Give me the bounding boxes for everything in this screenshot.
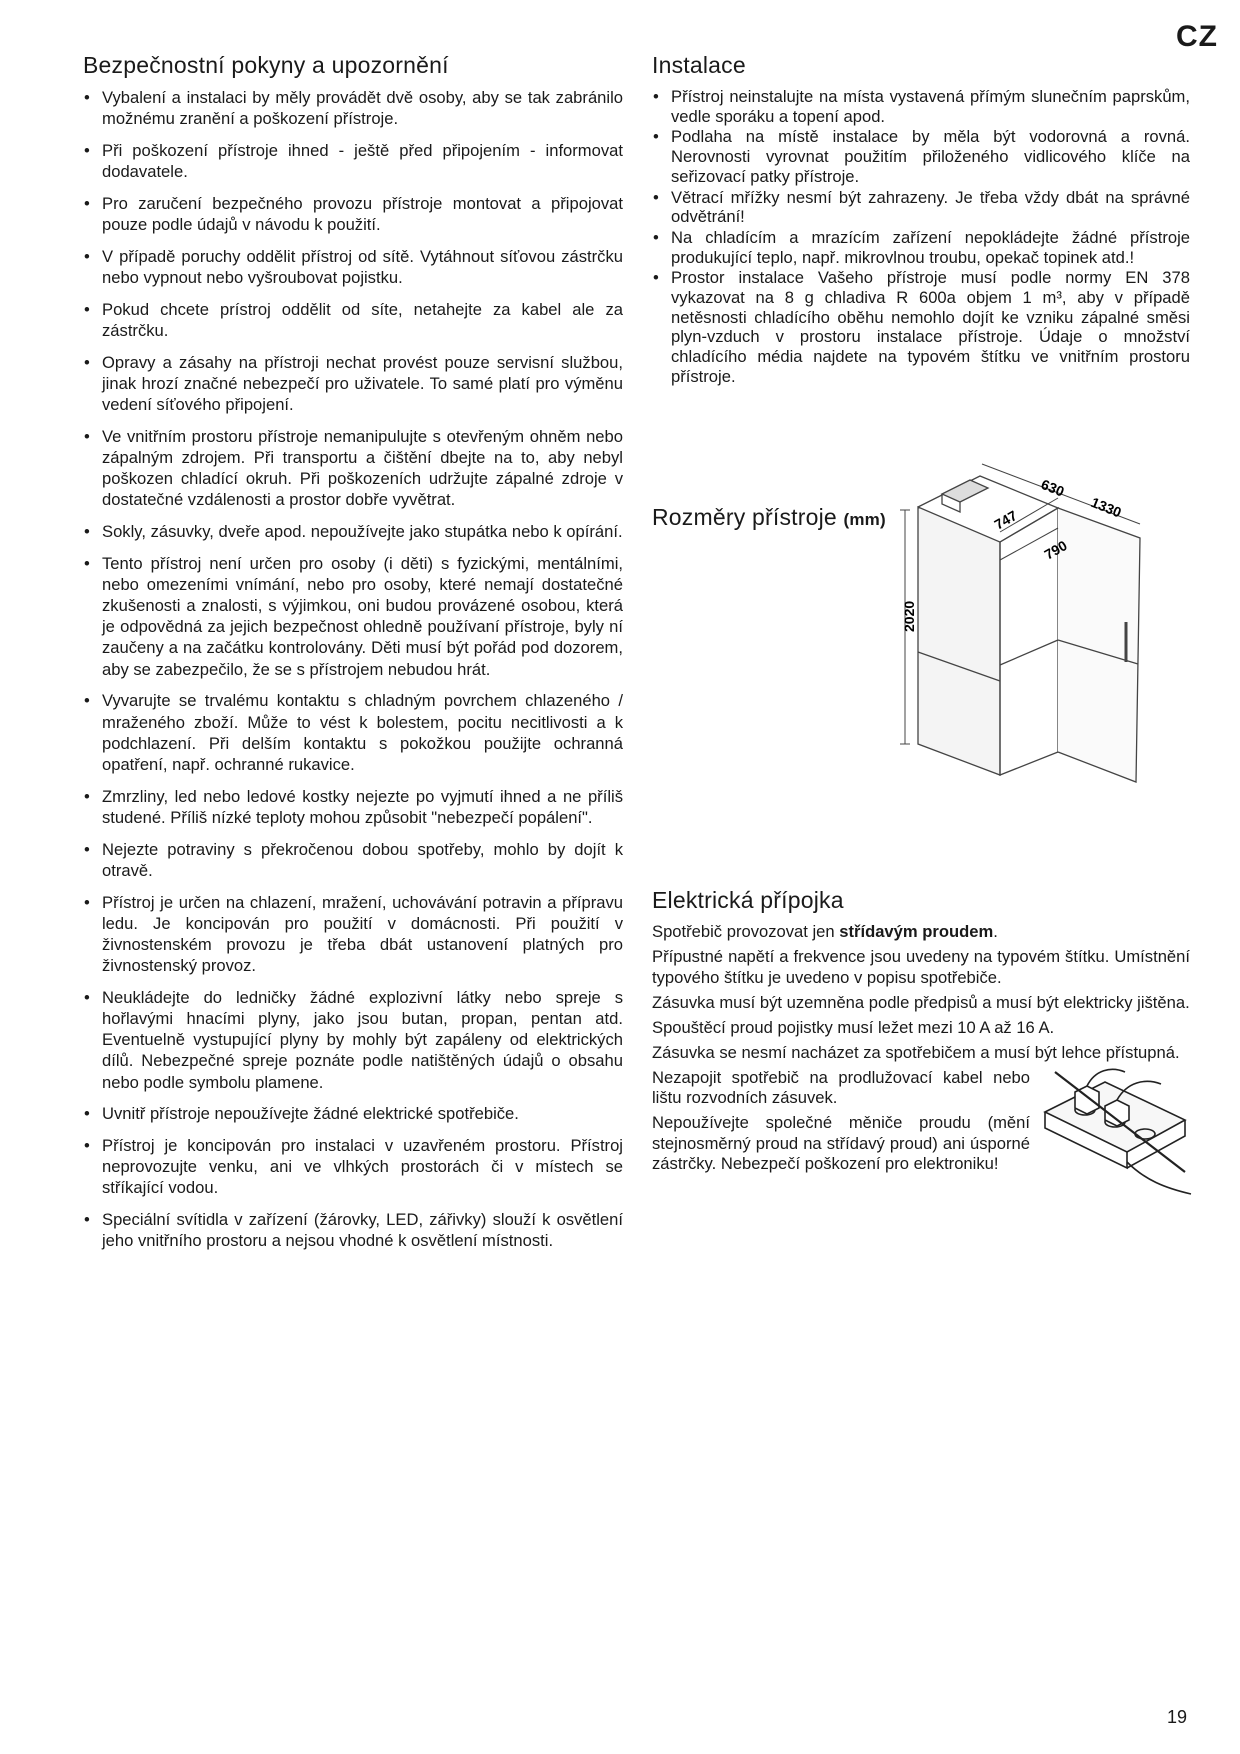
fridge-dimensions-diagram (890, 452, 1190, 792)
dim-747: 747 (991, 507, 1020, 533)
bold-text: střídavým proudem (839, 922, 994, 941)
list-item: • Přístroj je koncipován pro instalaci v uzavřeném prostoru. Přístroj neprovozujte venku, ani ve vlhkých prostorách či v místech se stříkající vodou. (83, 1135, 623, 1199)
list-item: • Tento přístroj není určen pro osoby (i děti) s fyzickými, mentálními, nebo omezeními vnímání, nebo pro osoby, které nemají dostatečné zkušenosti a znalosti, s výjimkou, oni budou provázené osobou, která je odpovědná za jejich bezpečnost ohledně používaní přístroje, byly ní zaučeny a na začátku kontrolovány. Děti musí být pořád pod dozorem, aby se zabezpečilo, že se s přístrojem nebudou hrát. (83, 553, 623, 680)
dimensions-title: Rozměry přístroje (652, 504, 837, 530)
electric-paragraph: Nezapojit spotřebič na prodlužovací kabel nebo lištu rozvodních zásuvek. (652, 1067, 1030, 1107)
language-code: CZ (1176, 20, 1218, 53)
electric-heading: Elektrická přípojka (652, 887, 844, 913)
dim-630: 630 (1038, 475, 1067, 500)
list-item: • Opravy a zásahy na přístroji nechat provést pouze servisní službou, jinak hrozí značné nebezpečí pro uživatele. To samé platí pro výměnu vedení síťového připojení. (83, 352, 623, 416)
list-item: • Na chladícím a mrazícím zařízení nepokládejte žádné přístroje produkující teplo, např. mikrovlnou troubu, opekač topinek atd.! (652, 228, 1190, 267)
dimensions-unit: (mm) (843, 510, 886, 529)
list-item: • Ve vnitřním prostoru přístroje nemanipulujte s otevřeným ohněm nebo zápalným zdrojem. Při transportu a čištění dbejte na to, aby nebyl poškozen chladící okruh. Při poškozeních udržujte zápalné zdroje v dostatečné vzdálenosti a prostor dobře vyvětrat. (83, 426, 623, 511)
list-item: • Větrací mřížky nesmí být zahrazeny. Je třeba vždy dbát na správné odvětrání! (652, 188, 1190, 227)
electric-paragraph: Nepoužívejte společné měniče proudu (mění stejnosměrný proud na střídavý proud) ani úsporné zástrčky. Nebezpečí poškození pro elektroniku! (652, 1113, 1030, 1173)
safety-list (83, 87, 623, 1252)
page-number: 19 (1166, 1707, 1187, 1727)
list-item: • Při poškození přístroje ihned - ještě před připojením - informovat dodavatele. (83, 140, 623, 182)
safety-heading: Bezpečnostní pokyny a upozornění (83, 52, 449, 78)
list-item: • Přístroj je určen na chlazení, mražení, uchovávání potravin a přípravu ledu. Je koncipován pro použití v domácnosti. Při použití v živnostenském provozu je třeba dbát ustanovení platných pro živnostenský provoz. (83, 892, 623, 977)
list-item: • Nejezte potraviny s překročenou dobou spotřeby, mohlo by dojít k otravě. (83, 839, 623, 881)
list-item: • Přístroj neinstalujte na místa vystavená přímým slunečním paprskům, vedle sporáku a topení apod. (652, 87, 1190, 126)
power-strip-crossed-icon (1035, 1062, 1195, 1212)
safety-column (83, 52, 623, 1262)
electric-paragraph: Spouštěcí proud pojistky musí ležet mezi 10 A až 16 A. (652, 1017, 1055, 1037)
list-item: • Neukládejte do ledničky žádné explozivní látky nebo spreje s hořlavými hnacími plyny, jako jsou butan, propan, pentan atd. Eventuelně vystupující plyny by mohly být zapáleny od elektrických dílů. Nebezpečné spreje poznáte podle natištěných údajů o obsahu nebo podle symbolu plamene. (83, 987, 623, 1093)
list-item: • Vyvarujte se trvalému kontaktu s chladným povrchem chlazeného / mraženého zboží. Může to vést k bolestem, pocitu necitlivosti a k podchlazení. Při delším kontaktu s pokožkou použijte ochranná opatření, např. ochranné rukavice. (83, 690, 623, 775)
list-item: • Podlaha na místě instalace by měla být vodorovná a rovná. Nerovnosti vyrovnat použitím přiloženého vidlicového klíče na seřizovací patky přístroje. (652, 127, 1190, 186)
list-item: • Pokud chcete prístroj oddělit od síte, netahejte za kabel ale za zástrčku. (83, 299, 623, 341)
dim-1330: 1330 (1088, 493, 1124, 521)
electric-paragraph: Spotřebič provozovat jen střídavým proudem. (652, 922, 998, 941)
electric-paragraph: Zásuvka musí být uzemněna podle předpisů a musí být elektricky jištěna. (652, 992, 1190, 1012)
dimensions-section (652, 504, 886, 539)
list-item: • Uvnitř přístroje nepoužívejte žádné elektrické spotřebiče. (83, 1103, 623, 1124)
dim-2020: 2020 (901, 600, 917, 632)
list-item: • Prostor instalace Vašeho přístroje musí podle normy EN 378 vykazovat na 8 g chladiva R 600a objem 1 m³, aby v případě netěsnosti chladícího oběhu nemohlo dojít ke vzniku zápalné směsi plyn-vzduch v prostoru instalace přístroje. Údaje o množství chladícího média najdete na typovém štítku ve vnitřním prostoru přístroje. (652, 268, 1190, 386)
electric-paragraph: Přípustné napětí a frekvence jsou uvedeny na typovém štítku. Umístnění typového štítku je uvedeno v popisu spotřebiče. (652, 947, 1190, 987)
list-item: • Vybalení a instalaci by měly provádět dvě osoby, aby se tak zabránilo možnému zranění a poškození přístroje. (83, 87, 623, 129)
list-item: • Zmrzliny, led nebo ledové kostky nejezte po vyjmutí ihned a ne příliš studené. Příliš nízké teploty mohou způsobit "nebezpečí popálení". (83, 786, 623, 828)
list-item: • V případě poruchy oddělit přístroj od sítě. Vytáhnout síťovou zástrčku nebo vypnout nebo vyšroubovat pojistku. (83, 246, 623, 288)
dimensions-heading (652, 504, 886, 531)
dim-790: 790 (1041, 537, 1070, 563)
install-list (652, 87, 1190, 387)
install-heading: Instalace (652, 52, 746, 78)
electric-paragraph: Zásuvka se nesmí nacházet za spotřebičem a musí být lehce přístupná. (652, 1042, 1180, 1062)
list-item: • Sokly, zásuvky, dveře apod. nepoužívejte jako stupátka nebo k opírání. (83, 521, 623, 542)
list-item: • Pro zaručení bezpečného provozu přístroje montovat a připojovat pouze podle údajů v návodu k použití. (83, 193, 623, 235)
list-item: • Speciální svítidla v zařízení (žárovky, LED, zářivky) slouží k osvětlení jeho vnitřního prostoru a nejsou vhodné k osvětlení místnosti. (83, 1209, 623, 1251)
